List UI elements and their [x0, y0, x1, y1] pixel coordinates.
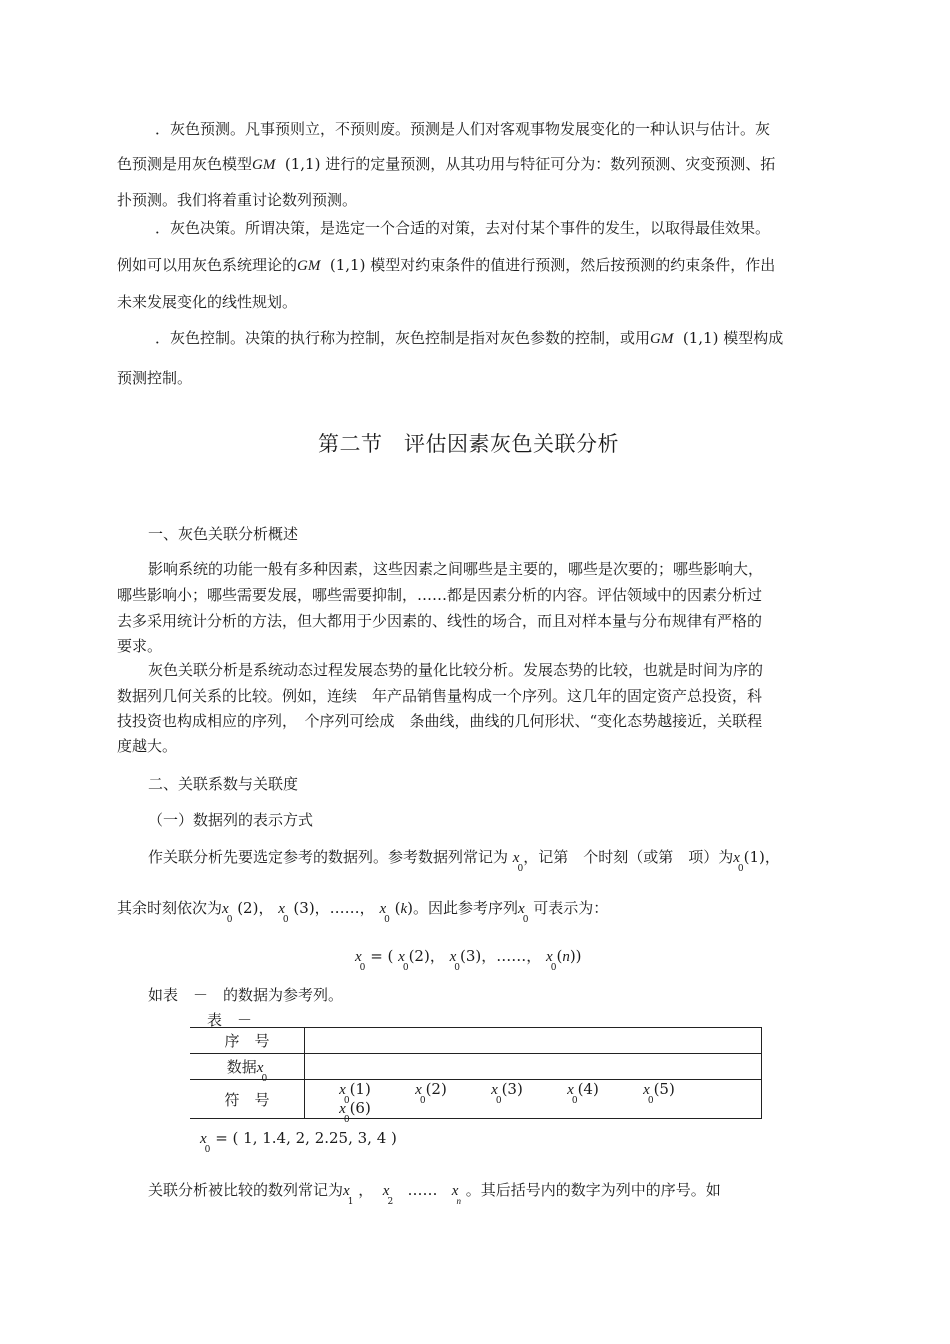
table-caption: 表 － [207, 1011, 253, 1029]
var-x: x [733, 850, 740, 866]
row-label-index: 序 号 [190, 1028, 305, 1054]
subscript-0: 0 [737, 864, 744, 874]
symbol-cell [621, 1080, 697, 1106]
symbol-cell [393, 1080, 469, 1106]
var-x: x [451, 1183, 459, 1199]
subscript-0: 0 [343, 1096, 350, 1106]
row-label-symbol: 符 号 [190, 1080, 305, 1119]
var-x: x [491, 1082, 498, 1098]
var-x: x [339, 1082, 346, 1098]
para6-line1 [148, 846, 780, 874]
var-x: x [379, 901, 387, 917]
para6-text-f: (3)，……， [293, 899, 375, 917]
var-x: x [415, 1082, 422, 1098]
section-title: 第二节 评估因素灰色关联分析 [318, 432, 619, 456]
para6-text-b: ，记第 个时刻（或第 项）为 [523, 848, 734, 866]
subscript-0: 0 [343, 1115, 350, 1125]
para1-line3: 扑预测。我们将着重讨论数列预测。 [117, 191, 358, 209]
gm-symbol: GM [297, 258, 321, 274]
var-x: x [355, 949, 362, 965]
var-x: x [518, 901, 525, 917]
para2-line1: ．灰色决策。所谓决策，是选定一个合适的对策，去对付某个事件的发生，以取得最佳效果。 [155, 219, 771, 237]
heading-data-series: （一）数据列的表示方式 [148, 811, 314, 829]
subscript-n: n [456, 1196, 461, 1206]
table-row [190, 1054, 762, 1080]
formula-part-b: (2)， [408, 947, 445, 965]
symbol-text: (6) [349, 1099, 371, 1117]
var-x: x [339, 1101, 346, 1117]
para5-line1: 灰色关联分析是系统动态过程发展态势的量化比较分析。发展态势的比较，也就是时间为序的 [148, 661, 764, 679]
symbol-cell [545, 1080, 621, 1106]
symbol-text: (3) [501, 1080, 523, 1098]
gm-arg: (1,1) [284, 155, 321, 173]
formula-part-c: (3)，……， [460, 947, 542, 965]
symbol-cell [317, 1099, 393, 1125]
gm-arg: (1,1) [682, 329, 719, 347]
subscript-0: 0 [402, 963, 409, 973]
heading-overview: 一、灰色关联分析概述 [148, 525, 299, 543]
para6-text-d: 其余时刻依次为 [117, 899, 223, 917]
subscript-0: 0 [517, 864, 524, 874]
para3-line1-text-b: 模型构成 [723, 329, 784, 347]
para4-line2: 哪些影响小；哪些需要发展，哪些需要抑制，……都是因素分析的内容。评估领域中的因素分析过 [117, 586, 763, 604]
last-line-text-a: 关联分析被比较的数列常记为 [148, 1181, 344, 1199]
table-row [190, 1028, 762, 1054]
formula-eq: = ( [370, 947, 394, 965]
subscript-2: 2 [387, 1197, 394, 1207]
para1-line1: ．灰色预测。凡事预则立，不预则废。预测是人们对客观事物发展变化的一种认识与估计。灰 [155, 120, 771, 138]
var-x: x [256, 1060, 264, 1076]
para6-line2 [117, 897, 609, 925]
var-x: x [200, 1131, 207, 1147]
para1-line2-text-a: 色预测是用灰色模型 [117, 155, 253, 173]
var-x: x [546, 949, 553, 965]
var-x: x [567, 1082, 574, 1098]
var-x: x [398, 949, 405, 965]
table-cell [305, 1028, 762, 1054]
last-line-ellipsis: …… [407, 1181, 438, 1199]
gm-arg: (1,1) [329, 256, 366, 274]
heading-coefficients: 二、关联系数与关联度 [148, 775, 299, 793]
symbol-cell [317, 1080, 393, 1106]
para6-text-a: 作关联分析先要选定参考的数据列。参考数据列常记为 [148, 848, 509, 866]
symbol-text: (2) [425, 1080, 447, 1098]
para2-line3: 未来发展变化的线性规划。 [117, 293, 298, 311]
var-x: x [343, 1183, 350, 1199]
table-cell [305, 1054, 762, 1080]
subscript-0: 0 [550, 963, 557, 973]
symbol-text: (1) [349, 1080, 371, 1098]
x0-values [200, 1129, 397, 1155]
para4-line1: 影响系统的功能一般有多种因素，这些因素之间哪些是主要的，哪些是次要的；哪些影响大， [148, 560, 764, 578]
var-x: x [382, 1183, 390, 1199]
subscript-0: 0 [495, 1096, 502, 1106]
para1-line2 [117, 153, 775, 174]
var-n: n [562, 949, 570, 965]
subscript-0: 0 [522, 915, 529, 925]
para4-line3: 去多采用统计分析的方法，但大都用于少因素的、线性的场合，而且对样本量与分布规律有严格的 [117, 612, 763, 630]
table-row [190, 1080, 762, 1119]
para3-line1 [155, 327, 783, 348]
var-x: x [643, 1082, 650, 1098]
formula-paren: ( [556, 947, 563, 965]
symbol-cell [469, 1080, 545, 1106]
subscript-0: 0 [419, 1096, 426, 1106]
para4-line4: 要求。 [117, 637, 163, 655]
para6-text-g: )。因此参考序列 [407, 899, 519, 917]
para1-line2-text-b: 进行的定量预测，从其功用与特征可分为：数列预测、灾变预测、拓 [325, 155, 776, 173]
symbol-text: (5) [653, 1080, 675, 1098]
symbol-cells [305, 1080, 762, 1125]
para6-text-e: (2)， [237, 899, 274, 917]
symbol-text: (4) [577, 1080, 599, 1098]
subscript-0: 0 [454, 963, 461, 973]
reference-series-formula [355, 945, 582, 973]
para2-line2 [117, 254, 775, 275]
reference-data-table [190, 1027, 762, 1125]
para2-line2-text-a: 例如可以用灰色系统理论的 [117, 256, 298, 274]
subscript-0: 0 [571, 1096, 578, 1106]
subscript-1: 1 [347, 1197, 354, 1207]
para3-line1-text-a: ．灰色控制。决策的执行称为控制，灰色控制是指对灰色参数的控制，或用 [155, 329, 651, 347]
subscript-0: 0 [261, 1074, 268, 1084]
subscript-0: 0 [282, 915, 289, 925]
para6-text-h: 可表示为： [533, 899, 609, 917]
last-line-text-d: 。其后括号内的数字为列中的序号。如 [465, 1181, 721, 1199]
var-x: x [449, 949, 457, 965]
table-intro: 如表 － 的数据为参考列。 [148, 986, 344, 1004]
para3-line2: 预测控制。 [117, 369, 193, 387]
row-label-data-text: 数据 [226, 1058, 257, 1076]
subscript-0: 0 [204, 1145, 211, 1155]
comparison-series-line [148, 1179, 721, 1207]
var-x: x [512, 850, 520, 866]
var-x: x [222, 901, 229, 917]
para5-line3: 技投资也构成相应的序列， 个序列可绘成 条曲线，曲线的几何形状、“变化态势越接近，关联程 [117, 712, 763, 730]
subscript-0: 0 [226, 915, 233, 925]
var-x: x [278, 901, 285, 917]
var-k: k [400, 901, 408, 917]
para2-line2-text-b: 模型对约束条件的值进行预测，然后按预测的约束条件，作出 [370, 256, 776, 274]
subscript-0: 0 [384, 915, 390, 925]
row-label-data [190, 1054, 305, 1084]
gm-symbol: GM [252, 157, 276, 173]
para6-text-c: (1)， [743, 848, 780, 866]
gm-symbol: GM [650, 331, 674, 347]
subscript-0: 0 [359, 963, 366, 973]
x0-values-text: = ( 1, 1.4, 2, 2.25, 3, 4 ) [215, 1129, 397, 1147]
last-line-comma: ， [358, 1181, 374, 1199]
para5-line4: 度越大。 [117, 737, 178, 755]
para5-line2: 数据列几何关系的比较。例如，连续 年产品销售量构成一个序列。这几年的固定资产总投资，科 [117, 687, 763, 705]
formula-close: )) [569, 947, 582, 965]
paren-open: ( [394, 899, 401, 917]
subscript-0: 0 [647, 1096, 654, 1106]
